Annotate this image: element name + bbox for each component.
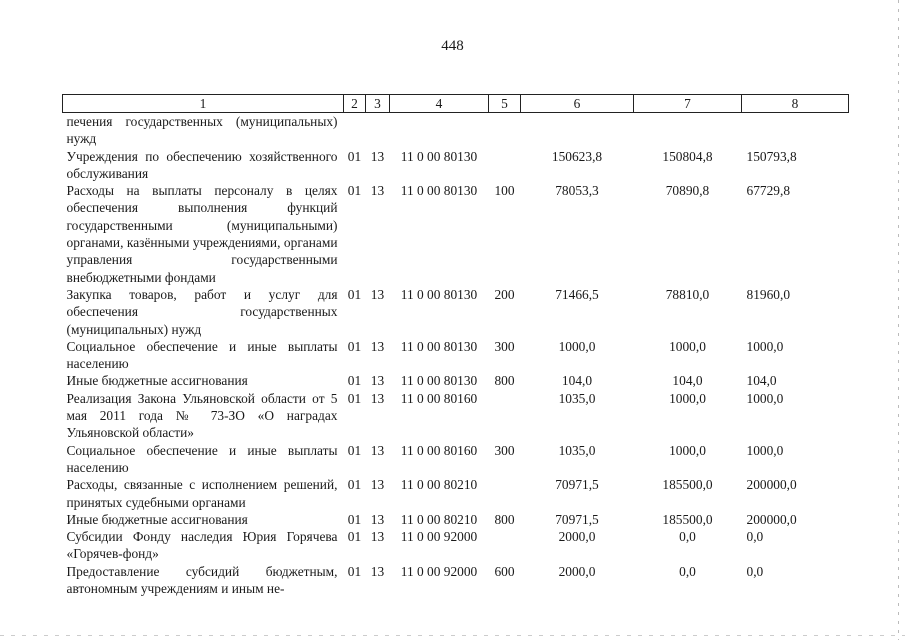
row-gr-code-cell: 01 xyxy=(347,390,362,406)
row-name-cell: Иные бюджетные ассигнования xyxy=(66,373,248,389)
row-csr-code-cell: 11 0 00 92000 xyxy=(400,529,478,545)
row-name-cell: Учреждения по обеспечению хозяйственного обслуживания xyxy=(66,148,338,181)
row-amount-year1-cell: 70971,5 xyxy=(555,511,599,527)
row-amount-year1-cell: 78053,3 xyxy=(555,183,599,199)
row-gr-code-cell: 01 xyxy=(347,442,362,458)
budget-table xyxy=(62,94,849,597)
row-vr-code-cell xyxy=(489,528,521,563)
row-csr-code-cell: 11 0 00 80210 xyxy=(400,477,478,493)
row-amount-year2-cell: 104,0 xyxy=(672,373,703,389)
row-amount-year2-cell: 1000,0 xyxy=(669,442,706,458)
row-name-cell: Расходы, связанные с исполнением решений, принятых судебными органами xyxy=(66,477,338,510)
table-row xyxy=(63,182,849,286)
row-gr-code-cell: 01 xyxy=(347,477,362,493)
row-pz-code-cell: 13 xyxy=(370,477,385,493)
row-amount-year2-cell xyxy=(634,113,742,148)
row-amount-year3-cell: 1000,0 xyxy=(746,442,784,458)
row-name-cell: Социальное обеспечение и иные выплаты населению xyxy=(66,338,338,372)
row-amount-year2-cell: 0,0 xyxy=(679,563,696,579)
row-pz-code-cell: 13 xyxy=(370,563,385,579)
row-vr-code-cell: 300 xyxy=(494,338,515,354)
row-amount-year2-cell: 70890,8 xyxy=(665,183,710,199)
scan-edge-artifact xyxy=(898,0,899,640)
row-amount-year3-cell: 81960,0 xyxy=(746,286,791,302)
row-amount-year3-cell xyxy=(742,113,849,148)
row-csr-code-cell: 11 0 00 80130 xyxy=(400,338,478,354)
row-amount-year1-cell: 1035,0 xyxy=(558,442,596,458)
row-gr-code-cell: 01 xyxy=(347,563,362,579)
row-amount-year2-cell: 1000,0 xyxy=(669,338,706,354)
column-header: 7 xyxy=(634,95,742,113)
row-csr-code-cell: 11 0 00 80160 xyxy=(400,390,478,406)
row-amount-year2-cell: 185500,0 xyxy=(662,477,713,493)
row-csr-code-cell xyxy=(390,113,489,148)
row-vr-code-cell: 600 xyxy=(494,563,515,579)
column-header: 2 xyxy=(344,95,366,113)
row-amount-year3-cell: 67729,8 xyxy=(746,183,791,199)
row-amount-year3-cell: 1000,0 xyxy=(746,338,784,354)
row-name-cell: Иные бюджетные ассигнования xyxy=(66,511,248,527)
row-csr-code-cell: 11 0 00 80160 xyxy=(400,442,478,458)
row-name-cell: Реализация Закона Ульяновской области от 5 мая 2011 года № 73-ЗО «О наградах Ульяновской области» xyxy=(66,390,338,441)
row-pz-code-cell: 13 xyxy=(370,529,385,545)
row-name-cell: Расходы на выплаты персоналу в целях обеспечения выполнения функций государственными (муниципальными) органами, казёнными учреждениями, органами управления государственными внебюджетными фондами xyxy=(66,183,338,285)
row-amount-year2-cell: 78810,0 xyxy=(665,286,710,302)
table-row xyxy=(63,113,849,148)
row-csr-code-cell: 11 0 00 80210 xyxy=(400,511,478,527)
row-amount-year1-cell: 1035,0 xyxy=(558,390,596,406)
row-amount-year3-cell: 1000,0 xyxy=(746,390,784,406)
row-vr-code-cell: 800 xyxy=(494,511,515,527)
row-csr-code-cell: 11 0 00 92000 xyxy=(400,563,478,579)
row-vr-code-cell: 800 xyxy=(494,373,515,389)
row-name-cell: печения государственных (муниципальных) нужд xyxy=(66,114,338,147)
row-csr-code-cell: 11 0 00 80130 xyxy=(400,148,478,164)
table-row xyxy=(63,442,849,477)
column-header: 6 xyxy=(521,95,634,113)
page-number: 448 xyxy=(441,38,464,54)
column-header: 1 xyxy=(63,95,344,113)
table-row xyxy=(63,511,849,528)
row-amount-year1-cell xyxy=(521,113,634,148)
row-csr-code-cell: 11 0 00 80130 xyxy=(400,286,478,302)
row-vr-code-cell xyxy=(489,476,521,511)
scan-bottom-artifact xyxy=(0,635,905,636)
row-name-cell: Предоставление субсидий бюджетным, автономным учреждениям и иным не- xyxy=(66,563,338,597)
row-name-cell: Субсидии Фонду наследия Юрия Горячева «Горячев-фонд» xyxy=(66,529,338,562)
column-header: 4 xyxy=(390,95,489,113)
row-amount-year1-cell: 70971,5 xyxy=(555,477,599,493)
row-amount-year2-cell: 1000,0 xyxy=(669,390,706,406)
table-row xyxy=(63,390,849,442)
column-header: 3 xyxy=(366,95,390,113)
row-vr-code-cell xyxy=(489,148,521,183)
row-csr-code-cell: 11 0 00 80130 xyxy=(400,183,478,199)
row-amount-year1-cell: 2000,0 xyxy=(558,563,596,579)
table-row xyxy=(63,148,849,183)
row-pz-code-cell: 13 xyxy=(370,390,385,406)
row-gr-code-cell: 01 xyxy=(347,148,362,164)
row-amount-year1-cell: 71466,5 xyxy=(555,286,599,302)
row-amount-year3-cell: 0,0 xyxy=(746,529,764,545)
table-row xyxy=(63,338,849,373)
row-amount-year1-cell: 1000,0 xyxy=(558,338,596,354)
row-pz-code-cell xyxy=(366,113,390,148)
row-gr-code-cell: 01 xyxy=(347,511,362,527)
row-name-cell: Закупка товаров, работ и услуг для обеспечения государственных (муниципальных) нужд xyxy=(66,286,338,337)
row-gr-code-cell xyxy=(344,113,366,148)
row-gr-code-cell: 01 xyxy=(347,338,362,354)
row-pz-code-cell: 13 xyxy=(370,148,385,164)
table-row xyxy=(63,476,849,511)
row-pz-code-cell: 13 xyxy=(370,183,385,199)
row-gr-code-cell: 01 xyxy=(347,373,362,389)
table-body xyxy=(63,113,849,598)
row-pz-code-cell: 13 xyxy=(370,442,385,458)
row-amount-year2-cell: 0,0 xyxy=(679,529,696,545)
header-row xyxy=(63,95,849,113)
row-amount-year1-cell: 104,0 xyxy=(561,373,593,389)
column-header: 5 xyxy=(489,95,521,113)
row-gr-code-cell: 01 xyxy=(347,529,362,545)
row-pz-code-cell: 13 xyxy=(370,373,385,389)
row-gr-code-cell: 01 xyxy=(347,286,362,302)
row-amount-year2-cell: 185500,0 xyxy=(662,511,713,527)
row-amount-year3-cell: 104,0 xyxy=(746,373,777,389)
row-vr-code-cell: 200 xyxy=(494,286,515,302)
table-row xyxy=(63,372,849,389)
row-csr-code-cell: 11 0 00 80130 xyxy=(400,373,478,389)
row-amount-year3-cell: 0,0 xyxy=(746,563,764,579)
row-amount-year1-cell: 150623,8 xyxy=(551,148,603,164)
row-amount-year3-cell: 200000,0 xyxy=(746,511,797,527)
row-pz-code-cell: 13 xyxy=(370,511,385,527)
row-gr-code-cell: 01 xyxy=(347,183,362,199)
row-pz-code-cell: 13 xyxy=(370,338,385,354)
row-amount-year3-cell: 200000,0 xyxy=(746,477,797,493)
row-pz-code-cell: 13 xyxy=(370,286,385,302)
row-vr-code-cell: 100 xyxy=(494,183,515,199)
row-vr-code-cell: 300 xyxy=(494,442,515,458)
table-row xyxy=(63,528,849,563)
row-vr-code-cell xyxy=(489,390,521,442)
table-row xyxy=(63,563,849,598)
row-amount-year3-cell: 150793,8 xyxy=(746,148,797,164)
row-vr-code-cell xyxy=(489,113,521,148)
table-row xyxy=(63,286,849,338)
row-amount-year1-cell: 2000,0 xyxy=(558,529,596,545)
row-amount-year2-cell: 150804,8 xyxy=(662,148,713,164)
column-header: 8 xyxy=(742,95,849,113)
row-name-cell: Социальное обеспечение и иные выплаты населению xyxy=(66,442,338,475)
